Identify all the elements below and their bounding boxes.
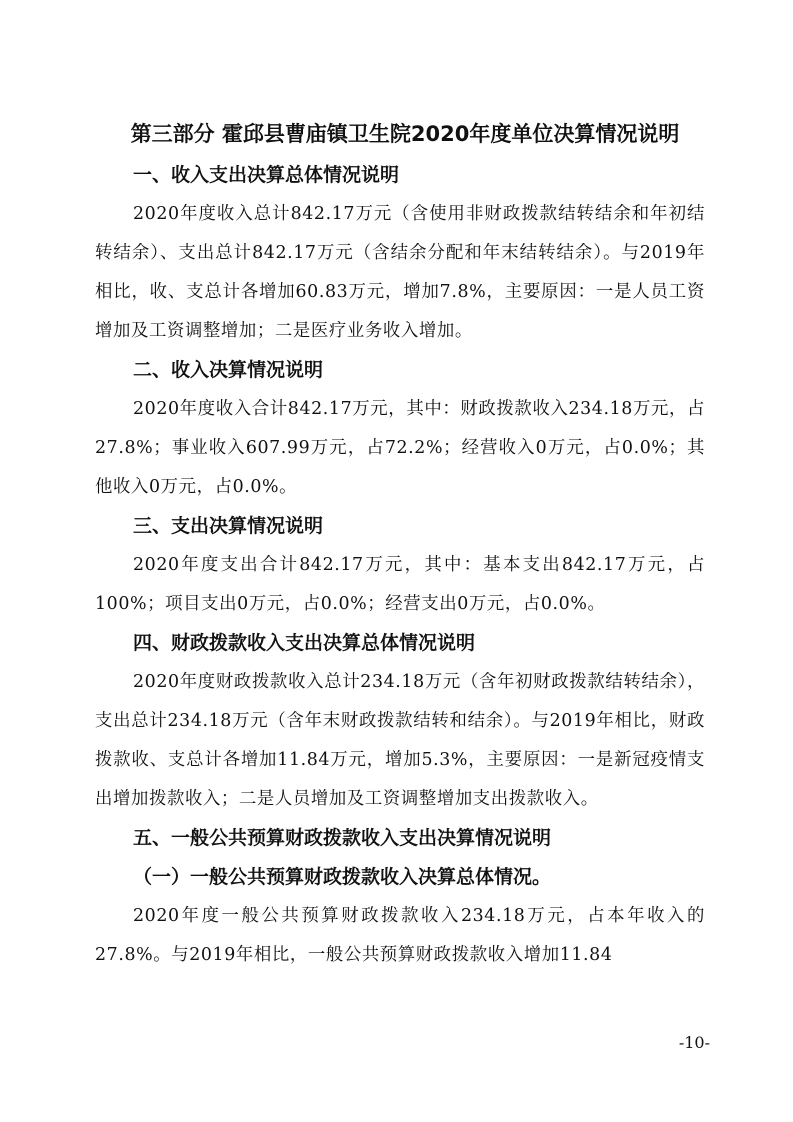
section-heading-1: 一、收入支出决算总体情况说明 (133, 164, 400, 186)
page-number: -10- (678, 1033, 710, 1052)
section-paragraph-5: 2020年度一般公共预算财政拨款收入234.18万元，占本年收入的27.8%。与2019年相比，一般公共预算财政拨款收入增加11.84 (95, 906, 705, 965)
section-paragraph-3: 2020年度支出合计842.17万元，其中：基本支出842.17万元，占100%；项目支出0万元，占0.0%；经营支出0万元，占0.0%。 (95, 555, 705, 614)
section-heading-4: 四、财政拨款收入支出决算总体情况说明 (133, 632, 476, 654)
section-heading-3: 三、支出决算情况说明 (133, 515, 324, 537)
section-paragraph-1: 2020年度收入总计842.17万元（含使用非财政拨款结转结余和年初结转结余）、支出总计842.17万元（含结余分配和年末结转结余）。与2019年相比，收、支总计各增加60.83万元，增加7.8%，主要原因：一是人员工资增加及工资调整增加；二是医疗业务收入增加。 (95, 204, 705, 341)
section-heading-2: 二、收入决算情况说明 (133, 359, 324, 381)
section-subheading-5-1: （一）一般公共预算财政拨款收入决算总体情况。 (133, 866, 552, 888)
section-heading-5: 五、一般公共预算财政拨款收入支出决算情况说明 (133, 827, 552, 849)
document-title: 第三部分 霍邱县曹庙镇卫生院2020年度单位决算情况说明 (130, 122, 680, 146)
document-body (95, 156, 705, 975)
section-paragraph-2: 2020年度收入合计842.17万元，其中：财政拨款收入234.18万元，占27.8%；事业收入607.99万元，占72.2%；经营收入0万元，占0.0%；其他收入0万元，占0.0%。 (95, 399, 705, 497)
section-paragraph-4: 2020年度财政拨款收入总计234.18万元（含年初财政拨款结转结余），支出总计234.18万元（含年末财政拨款结转和结余）。与2019年相比，财政拨款收、支总计各增加11.84万元，增加5.3%，主要原因：一是新冠疫情支出增加拨款收入；二是人员增加及工资调整增加支出拨款收入。 (95, 672, 705, 809)
